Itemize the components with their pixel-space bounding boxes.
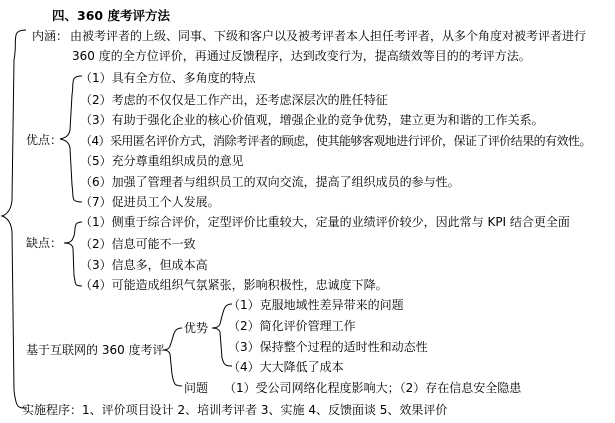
internet-advantage-item-3: （3）保持整个过程的适时性和动态性 — [228, 340, 428, 354]
advantage-item-6: （6）加强了管理者与组织员工的双向交流，提高了组织成员的参与性。 — [80, 175, 460, 189]
internet-advantage-item-2: （2）简化评价管理工作 — [228, 319, 356, 333]
disadvantage-item-2: （2）信息可能不一致 — [80, 237, 196, 251]
disadvantage-item-3: （3）信息多，但成本高 — [80, 258, 208, 272]
internet-problems-label: 问题 — [184, 381, 209, 395]
main-bracket — [2, 30, 26, 408]
advantages-label: 优点： — [26, 133, 63, 147]
advantages-bracket — [60, 76, 82, 202]
page-title: 四、360 度考评方法 — [52, 8, 170, 23]
internet-advantage-item-4: （4）大大降低了成本 — [228, 360, 344, 374]
procedure-text: 实施程序：1、评价项目设计 2、培训考评者 3、实施 4、反馈面谈 5、效果评价 — [22, 403, 448, 417]
internet-advantage-item-1: （1）克服地域性差异带来的问题 — [228, 298, 404, 312]
internet-advantages-bracket — [212, 304, 232, 366]
internet-advantages-label: 优势 — [184, 321, 209, 335]
internet-label: 基于互联网的 360 度考评 — [26, 343, 165, 357]
disadvantage-item-4: （4）可能造成组织气氛紧张，影响积极性，忠诚度下降。 — [80, 278, 388, 292]
intro-line-2: 360 度的全方位评价，再通过反馈程序，达到改变行为，提高绩效等目的的考评方法。 — [72, 49, 531, 63]
advantage-item-7: （7）促进员工个人发展。 — [80, 195, 220, 209]
advantage-item-2: （2）考虑的不仅仅是工作产出，还考虑深层次的胜任特征 — [80, 93, 388, 107]
intro-label: 内涵： — [32, 29, 69, 43]
internet-problems-text: （1）受公司网络化程度影响大；（2）存在信息安全隐患 — [224, 381, 522, 395]
advantage-item-1: （1）具有全方位、多角度的特点 — [80, 71, 256, 85]
advantage-item-3: （3）有助于强化企业的核心价值观，增强企业的竞争优势，建立更为和谐的工作关系。 — [80, 113, 544, 127]
disadvantage-item-1: （1）侧重于综合评价，定型评价比重较大，定量的业绩评价较少，因此常与 KPI 结合更全面 — [80, 215, 570, 229]
advantage-item-4: （4）采用匿名评价方式，消除考评者的顾虑，使其能够客观地进行评价，保证了评价结果的有效性。 — [80, 134, 591, 148]
intro-line-1: 由被考评者的上级、同事、下级和客户以及被考评者本人担任考评者，从多个角度对被考评者进行 — [70, 29, 587, 43]
advantage-item-5: （5）充分尊重组织成员的意见 — [80, 154, 244, 168]
internet-bracket — [163, 328, 182, 386]
disadvantages-label: 缺点： — [26, 236, 63, 250]
